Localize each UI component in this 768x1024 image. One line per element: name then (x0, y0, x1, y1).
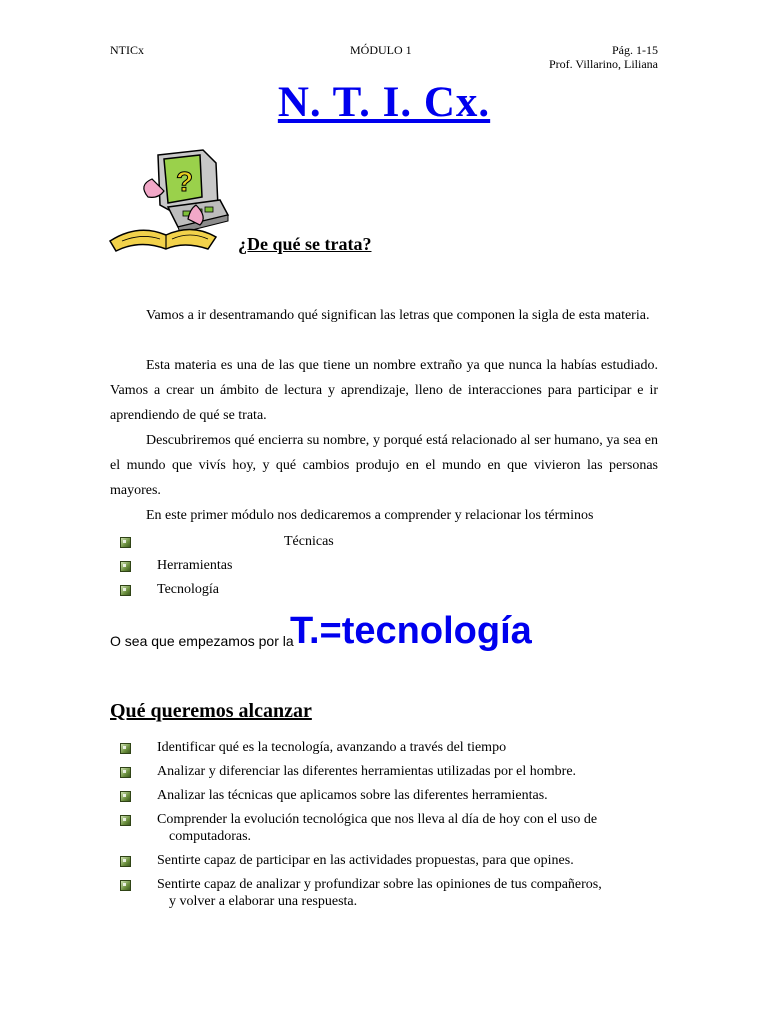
bullet-icon (120, 767, 131, 778)
goal-item: Identificar qué es la tecnología, avanzando a través del tiempo (157, 740, 507, 755)
bullet-icon (120, 856, 131, 867)
computer-book-clipart-icon (108, 145, 234, 253)
bullet-icon (120, 585, 131, 596)
goal-item: Sentirte capaz de analizar y profundizar sobre las opiniones de tus compañeros, (157, 877, 602, 892)
section-heading-what-is-it: ¿De qué se trata? (238, 234, 372, 254)
document-title: N. T. I. Cx. (277, 79, 491, 126)
bullet-icon (120, 880, 131, 891)
goal-item: Analizar las técnicas que aplicamos sobre las diferentes herramientas. (157, 788, 548, 803)
term-item: Tecnología (157, 582, 219, 597)
goal-item-continuation: y volver a elaborar una respuesta. (169, 894, 358, 909)
header-course: NTICx (110, 43, 144, 57)
term-item: Técnicas (284, 534, 334, 549)
term-item: Herramientas (157, 558, 233, 573)
intro-paragraph-4 (110, 503, 658, 528)
intro-paragraph-3 (110, 428, 658, 503)
intro-paragraph-1 (110, 303, 658, 328)
bullet-icon (120, 791, 131, 802)
goal-item: Analizar y diferenciar las diferentes herramientas utilizadas por el hombre. (157, 764, 577, 779)
intro-paragraph-1-text: Vamos a ir desentramando qué significan las letras que componen la sigla de esta materia. (146, 308, 650, 323)
header-author: Prof. Villarino, Liliana (548, 57, 658, 71)
section-heading-goals: Qué queremos alcanzar (110, 700, 312, 722)
bullet-icon (120, 743, 131, 754)
header-module: MÓDULO 1 (350, 43, 412, 57)
bullet-icon (120, 537, 131, 548)
header-page-number: Pág. 1-15 (612, 43, 658, 57)
goal-item: Comprender la evolución tecnológica que nos lleva al día de hoy con el uso de (157, 812, 598, 827)
goal-item: Sentirte capaz de participar en las actividades propuestas, para que opines. (157, 853, 574, 868)
intro-paragraph-2-text: Esta materia es una de las que tiene un nombre extraño ya que nunca la habías estudiado. Vamos a crear un ámbito de lectura y aprendizaje, lleno de interacciones para participar e ir aprendiendo de qué se trata. (110, 358, 658, 423)
bullet-icon (120, 561, 131, 572)
bullet-icon (120, 815, 131, 826)
t-line-highlight: T.=tecnología (290, 610, 532, 652)
t-line-prefix: O sea que empezamos por la (110, 633, 294, 649)
intro-paragraph-2 (110, 353, 658, 428)
svg-text:?: ? (176, 166, 194, 197)
goal-item-continuation: computadoras. (169, 829, 252, 844)
intro-paragraph-3-text: Descubriremos qué encierra su nombre, y porqué está relacionado al ser humano, ya sea en el mundo que vivís hoy, y qué cambios produjo en el mundo en que vivieron las personas mayores. (110, 433, 658, 498)
intro-paragraph-4-text: En este primer módulo nos dedicaremos a comprender y relacionar los términos (146, 508, 594, 523)
